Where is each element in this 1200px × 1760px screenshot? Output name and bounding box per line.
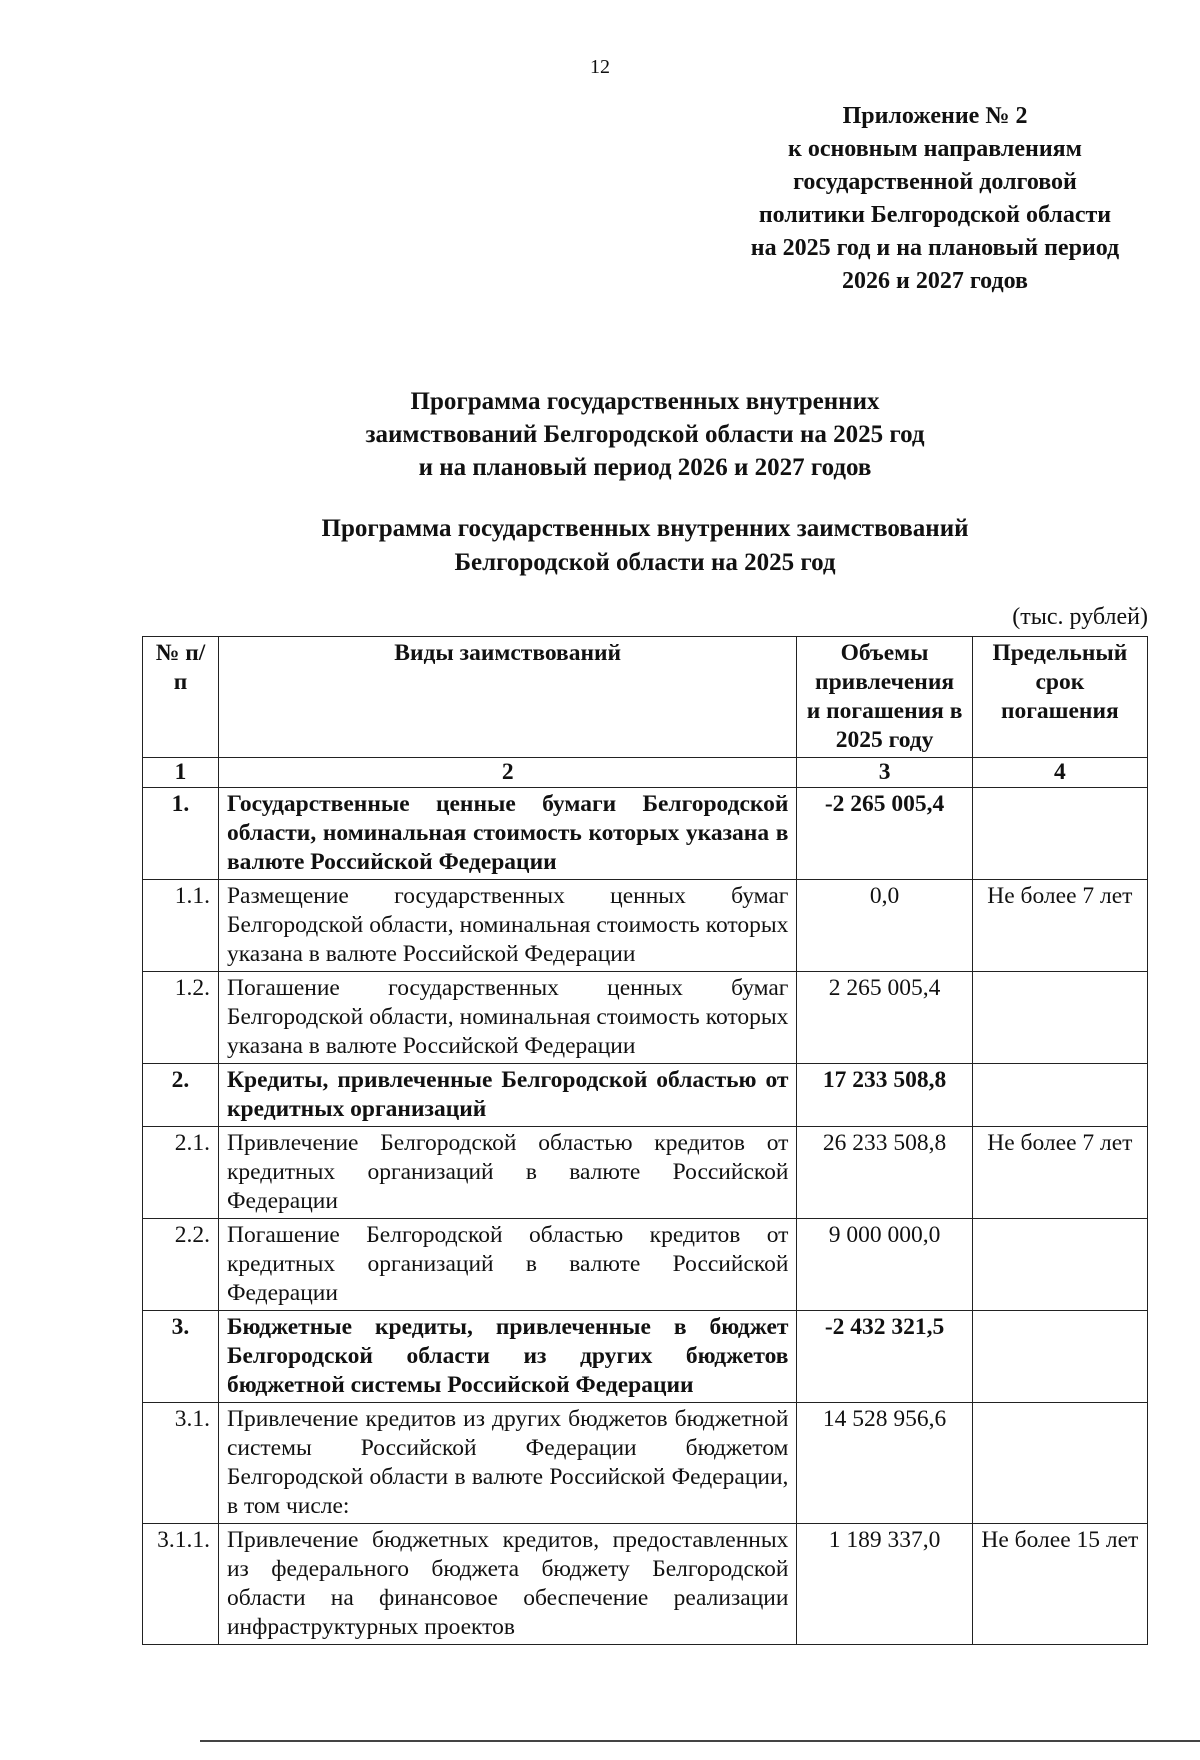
borrowings-table bbox=[142, 636, 1148, 1645]
row-volume-cell: 9 000 000,0 bbox=[797, 1219, 972, 1311]
row-num-cell: 1. bbox=[143, 788, 219, 880]
row-num-cell: 2.1. bbox=[143, 1127, 219, 1219]
row-term-cell bbox=[972, 1403, 1147, 1524]
row-term-cell: Не более 7 лет bbox=[972, 1127, 1147, 1219]
row-num-cell: 1.1. bbox=[143, 880, 219, 972]
row-volume-cell: 2 265 005,4 bbox=[797, 972, 972, 1064]
table-row bbox=[143, 1064, 1148, 1127]
row-term-cell bbox=[972, 1064, 1147, 1127]
row-term-cell: Не более 7 лет bbox=[972, 880, 1147, 972]
column-number-row bbox=[143, 758, 1148, 788]
row-term-cell bbox=[972, 788, 1147, 880]
row-type-cell: Привлечение Белгородской областью кредитов от кредитных организаций в валюте Российской Федерации bbox=[218, 1127, 796, 1219]
row-volume-cell: -2 265 005,4 bbox=[797, 788, 972, 880]
program-subtitle-line: Программа государственных внутренних заимствований bbox=[321, 515, 969, 542]
column-number: 3 bbox=[797, 758, 972, 788]
row-type-cell: Бюджетные кредиты, привлеченные в бюджет Белгородской области из других бюджетов бюджетной системы Российской Федерации bbox=[218, 1311, 796, 1403]
table-row bbox=[143, 1403, 1148, 1524]
page-number: 12 bbox=[590, 56, 610, 78]
row-volume-cell: 1 189 337,0 bbox=[797, 1524, 972, 1645]
appendix-line: к основным направлениям bbox=[787, 136, 1083, 162]
program-subtitle-line: Белгородской области на 2025 год bbox=[454, 549, 836, 576]
header-volume: Объемы привлечения и погашения в 2025 году bbox=[797, 637, 972, 758]
table-row bbox=[143, 972, 1148, 1064]
row-num-cell: 2.2. bbox=[143, 1219, 219, 1311]
row-term-cell bbox=[972, 1311, 1147, 1403]
row-type-cell: Погашение Белгородской областью кредитов от кредитных организаций в валюте Российской Федерации bbox=[218, 1219, 796, 1311]
row-volume-cell: 0,0 bbox=[797, 880, 972, 972]
table-row bbox=[143, 1524, 1148, 1645]
row-type-cell: Размещение государственных ценных бумаг Белгородской области, номинальная стоимость которых указана в валюте Российской Федерации bbox=[218, 880, 796, 972]
row-volume-cell: 26 233 508,8 bbox=[797, 1127, 972, 1219]
units-label: (тыс. рублей) bbox=[1012, 604, 1148, 630]
appendix-line: государственной долговой bbox=[793, 169, 1077, 195]
row-volume-cell: 17 233 508,8 bbox=[797, 1064, 972, 1127]
appendix-heading bbox=[655, 100, 1200, 298]
header-num: № п/п bbox=[143, 637, 219, 758]
table-row bbox=[143, 788, 1148, 880]
program-subtitle bbox=[0, 512, 1200, 580]
row-num-cell: 3.1.1. bbox=[143, 1524, 219, 1645]
appendix-line: политики Белгородской области bbox=[758, 202, 1112, 228]
table-body bbox=[143, 788, 1148, 1645]
column-number: 2 bbox=[218, 758, 796, 788]
program-title bbox=[0, 385, 1200, 484]
row-type-cell: Кредиты, привлеченные Белгородской областью от кредитных организаций bbox=[218, 1064, 796, 1127]
row-type-cell: Привлечение бюджетных кредитов, предоставленных из федерального бюджета бюджету Белгородской области на финансовое обеспечение реализации инфраструктурных проектов bbox=[218, 1524, 796, 1645]
row-term-cell bbox=[972, 972, 1147, 1064]
appendix-line: на 2025 год и на плановый период bbox=[750, 235, 1120, 261]
row-volume-cell: 14 528 956,6 bbox=[797, 1403, 972, 1524]
table-row bbox=[143, 1311, 1148, 1403]
column-number: 1 bbox=[143, 758, 219, 788]
appendix-line: Приложение № 2 bbox=[842, 103, 1028, 129]
column-number: 4 bbox=[972, 758, 1147, 788]
row-type-cell: Привлечение кредитов из других бюджетов бюджетной системы Российской Федерации бюджетом Белгородской области в валюте Российской Федерации, в том числе: bbox=[218, 1403, 796, 1524]
table-row bbox=[143, 880, 1148, 972]
program-title-line: Программа государственных внутренних bbox=[410, 388, 880, 415]
bottom-rule bbox=[200, 1740, 1200, 1742]
appendix-line: 2026 и 2027 годов bbox=[842, 268, 1028, 294]
row-type-cell: Государственные ценные бумаги Белгородской области, номинальная стоимость которых указана в валюте Российской Федерации bbox=[218, 788, 796, 880]
row-num-cell: 3.1. bbox=[143, 1403, 219, 1524]
header-term: Предельный срок погашения bbox=[972, 637, 1147, 758]
program-title-line: заимствований Белгородской области на 2025 год bbox=[365, 421, 925, 448]
row-num-cell: 3. bbox=[143, 1311, 219, 1403]
row-num-cell: 2. bbox=[143, 1064, 219, 1127]
header-type: Виды заимствований bbox=[218, 637, 796, 758]
row-volume-cell: -2 432 321,5 bbox=[797, 1311, 972, 1403]
row-term-cell: Не более 15 лет bbox=[972, 1524, 1147, 1645]
row-num-cell: 1.2. bbox=[143, 972, 219, 1064]
program-title-line: и на плановый период 2026 и 2027 годов bbox=[418, 454, 872, 481]
row-term-cell bbox=[972, 1219, 1147, 1311]
row-type-cell: Погашение государственных ценных бумаг Белгородской области, номинальная стоимость которых указана в валюте Российской Федерации bbox=[218, 972, 796, 1064]
table-header-row bbox=[143, 637, 1148, 758]
table-row bbox=[143, 1127, 1148, 1219]
table-row bbox=[143, 1219, 1148, 1311]
